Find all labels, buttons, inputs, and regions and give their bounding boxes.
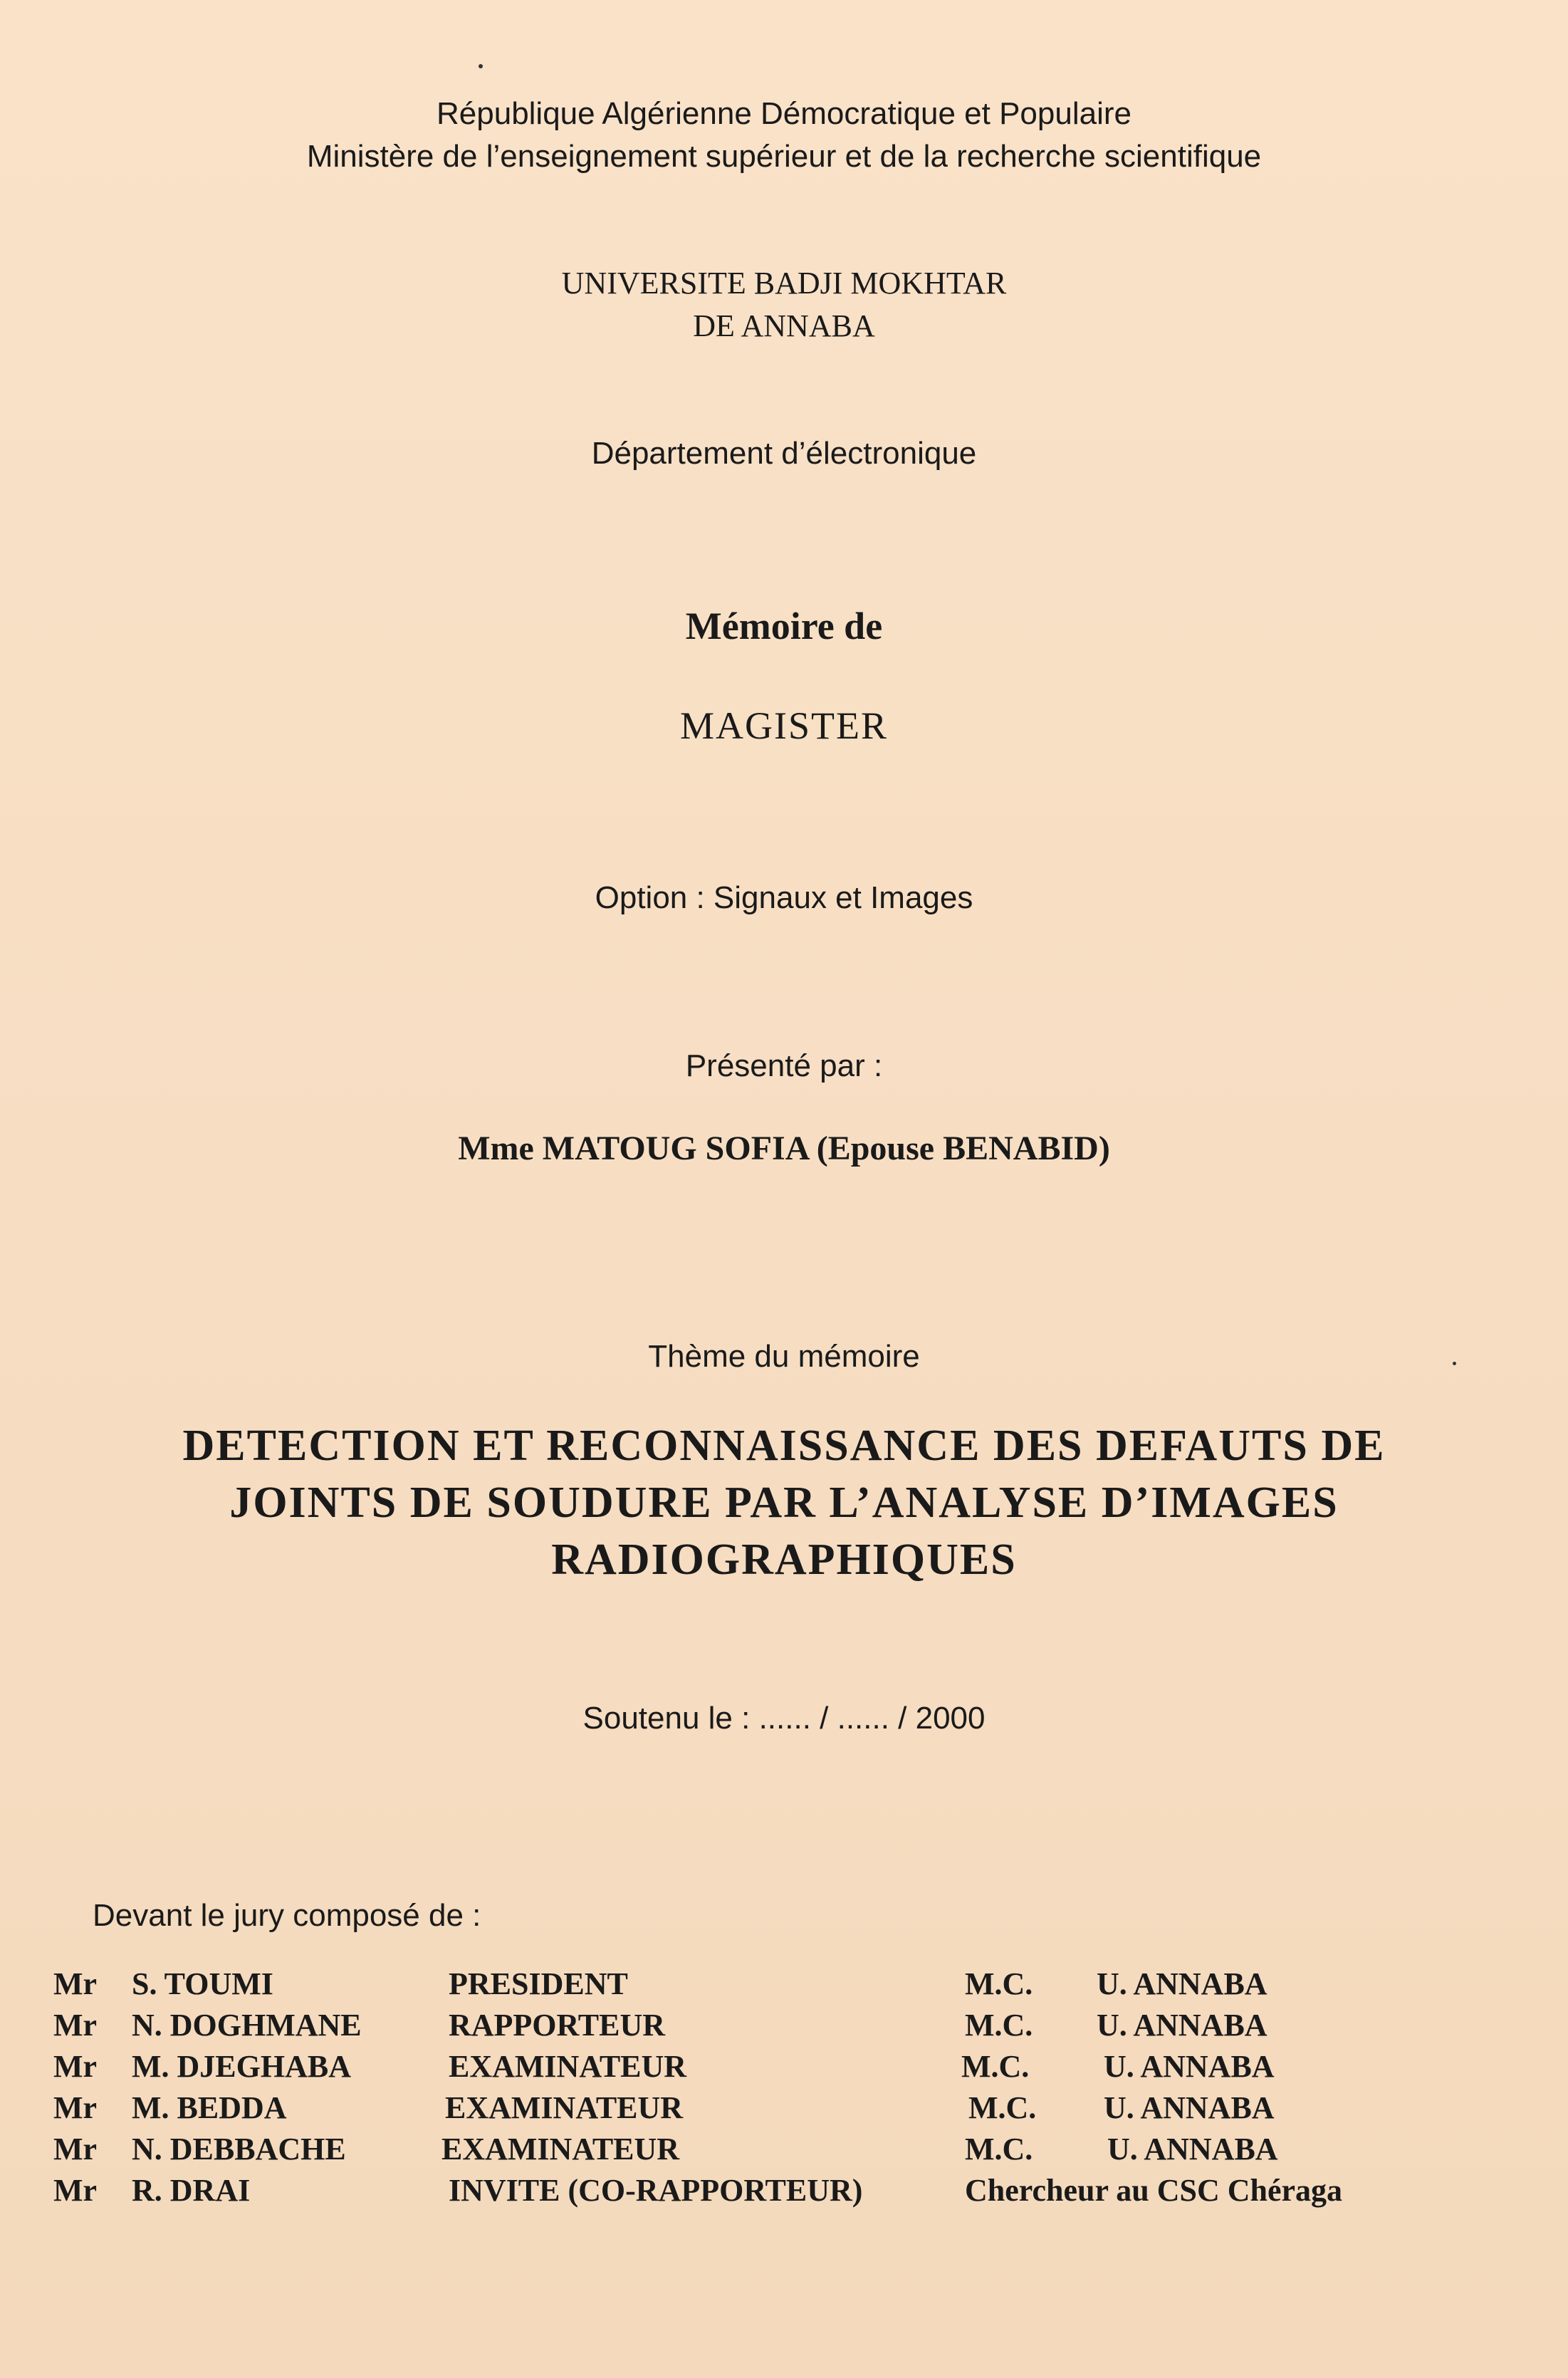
jury-title: Mr <box>53 2008 98 2043</box>
degree-level: MAGISTER <box>679 704 888 747</box>
jury-name: M. BEDDA <box>132 2090 287 2125</box>
jury-grade: M.C. <box>968 2090 1037 2125</box>
department-line: Département d’électronique <box>591 436 977 471</box>
jury-title: Mr <box>53 1966 98 2001</box>
republic-line: République Algérienne Démocratique et Populaire <box>437 96 1131 131</box>
jury-grade: Chercheur au CSC Chéraga <box>965 2173 1343 2208</box>
university-line-1: UNIVERSITE BADJI MOKHTAR <box>561 266 1007 301</box>
jury-institution: U. ANNABA <box>1104 2090 1275 2125</box>
jury-name: S. TOUMI <box>132 1966 273 2001</box>
jury-title: Mr <box>53 2132 98 2166</box>
speck-dot <box>479 64 483 68</box>
jury-grade: M.C. <box>965 2008 1033 2043</box>
jury-role: RAPPORTEUR <box>449 2008 666 2043</box>
jury-grade: M.C. <box>965 1966 1033 2001</box>
jury-title: Mr <box>53 2173 98 2208</box>
thesis-title-line-3: RADIOGRAPHIQUES <box>551 1535 1017 1584</box>
defense-date: Soutenu le : ...... / ...... / 2000 <box>582 1701 986 1736</box>
jury-title: Mr <box>53 2090 98 2125</box>
university-line-2: DE ANNABA <box>693 308 875 343</box>
ministry-line: Ministère de l’enseignement supérieur et de la recherche scientifique <box>306 139 1262 174</box>
jury-name: N. DEBBACHE <box>132 2132 346 2166</box>
jury-name: R. DRAI <box>132 2173 251 2208</box>
jury-name: N. DOGHMANE <box>132 2008 362 2043</box>
jury-institution: U. ANNABA <box>1107 2132 1278 2166</box>
jury-role: PRESIDENT <box>449 1966 628 2001</box>
jury-institution: U. ANNABA <box>1097 2008 1268 2043</box>
jury-title: Mr <box>53 2049 98 2084</box>
thesis-title-line-2: JOINTS DE SOUDURE PAR L’ANALYSE D’IMAGES <box>229 1479 1339 1527</box>
jury-institution: U. ANNABA <box>1097 1966 1268 2001</box>
jury-role: EXAMINATEUR <box>445 2090 684 2125</box>
jury-name: M. DJEGHABA <box>132 2049 351 2084</box>
jury-institution: U. ANNABA <box>1104 2049 1275 2084</box>
jury-role: EXAMINATEUR <box>449 2049 687 2084</box>
jury-label: Devant le jury composé de : <box>93 1898 481 1933</box>
theme-label: Thème du mémoire <box>648 1339 920 1374</box>
author-name: Mme MATOUG SOFIA (Epouse BENABID) <box>458 1130 1110 1167</box>
jury-grade: M.C. <box>965 2132 1033 2166</box>
option-line: Option : Signaux et Images <box>595 880 973 915</box>
jury-role: EXAMINATEUR <box>441 2132 680 2166</box>
jury-role: INVITE (CO-RAPPORTEUR) <box>449 2173 863 2208</box>
jury-grade: M.C. <box>961 2049 1030 2084</box>
thesis-title-line-1: DETECTION ET RECONNAISSANCE DES DEFAUTS DE <box>182 1422 1386 1470</box>
presented-by-label: Présenté par : <box>685 1048 883 1083</box>
memoire-label: Mémoire de <box>685 605 883 647</box>
